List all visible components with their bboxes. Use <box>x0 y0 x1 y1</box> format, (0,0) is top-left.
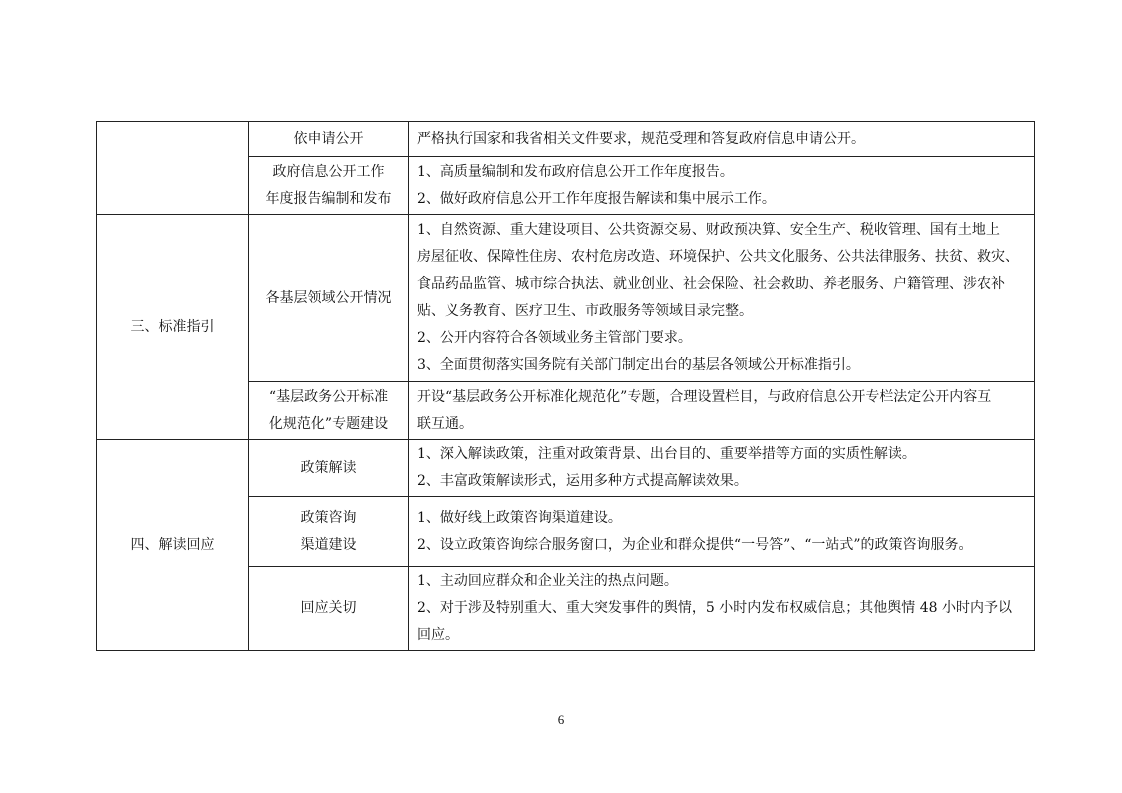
requirement-text: 贴、义务教育、医疗卫生、市政服务等领域目录完整。 <box>417 303 753 319</box>
requirement-text: 回应。 <box>417 627 459 643</box>
item-cell <box>249 567 409 651</box>
requirement-text: 开设“基层政务公开标准化规范化”专题，合理设置栏目，与政府信息公开专栏法定公开内容互 <box>417 388 992 405</box>
item-text: 政府信息公开工作 <box>272 163 385 180</box>
requirement-cell <box>409 497 1035 567</box>
item-text: “基层政务公开标准 <box>268 388 389 405</box>
requirement-text: 1、深入解读政策，注重对政策背景、出台目的、重要举措等方面的实质性解读。 <box>417 446 916 462</box>
category-cell: 三、标准指引 <box>97 215 249 440</box>
table-row <box>97 122 1035 157</box>
item-cell <box>249 215 409 382</box>
table-row <box>97 440 1035 497</box>
requirement-cell <box>409 122 1035 157</box>
requirement-text: 1、做好线上政策咨询渠道建设。 <box>417 509 622 526</box>
item-text: 年度报告编制和发布 <box>265 190 392 207</box>
item-cell <box>249 440 409 497</box>
requirement-text: 2、丰富政策解读形式，运用多种方式提高解读效果。 <box>417 473 748 489</box>
requirement-cell <box>409 215 1035 382</box>
requirement-text: 2、公开内容符合各领域业务主管部门要求。 <box>417 330 692 346</box>
item-text: 各基层领域公开情况 <box>265 289 392 306</box>
requirement-text: 1、主动回应群众和企业关注的热点问题。 <box>417 573 678 589</box>
requirement-text: 食品药品监管、城市综合执法、就业创业、社会保险、社会救助、养老服务、户籍管理、涉农补 <box>417 276 1005 292</box>
requirement-text: 1、高质量编制和发布政府信息公开工作年度报告。 <box>417 163 734 180</box>
requirement-text: 3、全面贯彻落实国务院有关部门制定出台的基层各领域公开标准指引。 <box>417 357 860 373</box>
category-cell: 四、解读回应 <box>97 440 249 651</box>
requirement-text: 2、设立政策咨询综合服务窗口，为企业和群众提供“一号答”、“一站式”的政策咨询服务。 <box>417 536 973 553</box>
item-cell <box>249 122 409 157</box>
item-text: 政策咨询 <box>300 509 357 526</box>
page-number: 6 <box>557 712 565 727</box>
requirement-text: 房屋征收、保障性住房、农村危房改造、环境保护、公共文化服务、公共法律服务、扶贫、救灾、 <box>417 249 1019 265</box>
requirement-cell <box>409 382 1035 440</box>
category-cell-continued <box>97 122 249 215</box>
item-cell <box>249 157 409 215</box>
requirement-text: 联互通。 <box>417 415 473 432</box>
policy-table <box>96 121 1035 651</box>
requirement-text: 1、自然资源、重大建设项目、公共资源交易、财政预决算、安全生产、税收管理、国有土地上 <box>417 222 1000 238</box>
requirement-cell <box>409 157 1035 215</box>
requirement-text: 2、对于涉及特别重大、重大突发事件的舆情，5 小时内发布权威信息；其他舆情 48 小时内予以 <box>417 600 1012 616</box>
table-row <box>97 215 1035 382</box>
item-text: 渠道建设 <box>300 536 357 553</box>
requirement-text: 严格执行国家和我省相关文件要求，规范受理和答复政府信息申请公开。 <box>417 130 865 147</box>
item-cell <box>249 382 409 440</box>
item-text: 政策解读 <box>300 459 357 476</box>
requirement-cell <box>409 440 1035 497</box>
item-text: 化规范化”专题建设 <box>268 415 389 432</box>
item-text: 回应关切 <box>300 600 357 616</box>
item-cell <box>249 497 409 567</box>
requirement-cell <box>409 567 1035 651</box>
item-text: 依申请公开 <box>293 130 364 147</box>
requirement-text: 2、做好政府信息公开工作年度报告解读和集中展示工作。 <box>417 190 776 207</box>
